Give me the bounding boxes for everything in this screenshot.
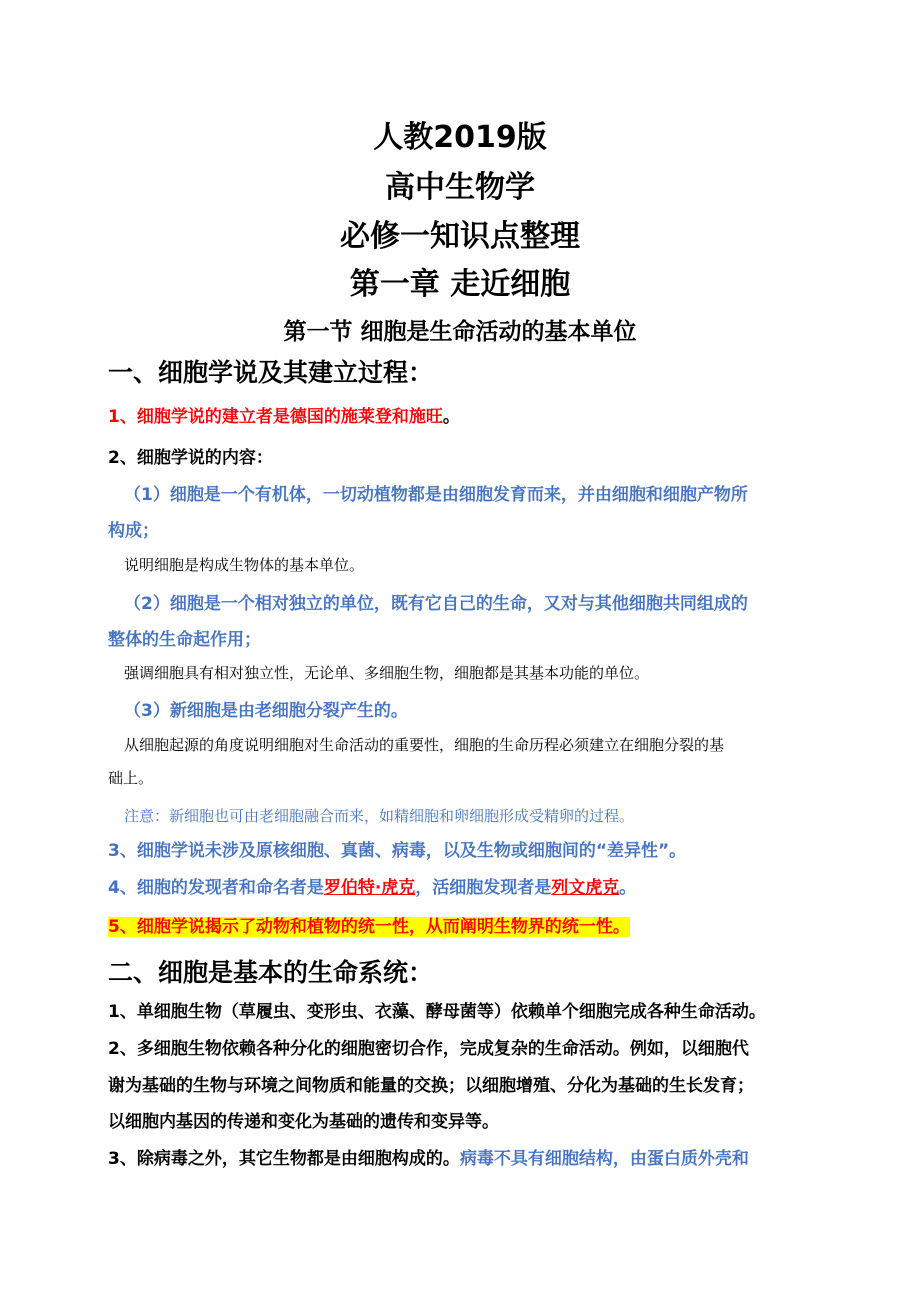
- part1-heading: 一、细胞学说及其建立过程：: [108, 358, 434, 387]
- part1-item3: 3、细胞学说未涉及原核细胞、真菌、病毒，以及生物或细胞间的“差异性”。: [108, 841, 687, 861]
- item4-part-c: ，活细胞发现者是: [415, 878, 552, 898]
- content1-note: 说明细胞是构成生物体的基本单位。: [124, 556, 365, 574]
- part2-item2-line2: 谢为基础的生物与环境之间物质和能量的交换；以细胞增殖、分化为基础的生长发育；: [108, 1076, 754, 1096]
- part2-item2-line3: 以细胞内基因的传递和变化为基础的遗传和变异等。: [108, 1112, 499, 1132]
- part2-item1: 1、单细胞生物（草履虫、变形虫、衣藻、酵母菌等）依赖单个细胞完成各种生命活动。: [108, 1002, 766, 1022]
- title-line3: 必修一知识点整理: [340, 219, 580, 254]
- title-line1: 人教2019版: [373, 120, 547, 155]
- title-line2: 高中生物学: [385, 170, 535, 205]
- part2-item2-line1: 2、多细胞生物依赖各种分化的细胞密切合作，完成复杂的生命活动。例如，以细胞代: [108, 1039, 749, 1059]
- content2-note: 强调细胞具有相对独立性，无论单、多细胞生物，细胞都是其基本功能的单位。: [124, 664, 650, 682]
- part2-item3: [108, 1144, 749, 1169]
- item3-text: 3、除病毒之外，其它生物都是由细胞构成的。: [108, 1149, 460, 1169]
- part1-item5: [108, 912, 630, 937]
- item4-part-e: 。: [619, 878, 637, 898]
- content2-line2: 整体的生命起作用；: [108, 630, 261, 650]
- content1-line1: （1）细胞是一个有机体，一切动植物都是由细胞发育而来，并由细胞和细胞产物所: [124, 485, 748, 505]
- content3-line1: （3）新细胞是由老细胞分裂产生的。: [124, 701, 408, 721]
- content2-line1: （2）细胞是一个相对独立的单位，既有它自己的生命，又对与其他细胞共同组成的: [124, 594, 748, 614]
- content3-note-line1: 从细胞起源的角度说明细胞对生命活动的重要性，细胞的生命历程必须建立在细胞分裂的基: [124, 736, 725, 754]
- part1-item4: [108, 873, 636, 898]
- content1-line2: 构成；: [108, 521, 159, 541]
- content3-note-line2: 础上。: [108, 769, 154, 787]
- item3-virus-text: 病毒不具有细胞结构，由蛋白质外壳和: [459, 1149, 749, 1169]
- part1-item2: 2、细胞学说的内容：: [108, 448, 273, 468]
- part1-item1-text: 1、细胞学说的建立者是德国的施莱登和施旺: [108, 407, 443, 427]
- chapter-title: 第一章 走近细胞: [349, 267, 571, 302]
- item4-part-a: 4、细胞的发现者和命名者是: [108, 878, 324, 898]
- section-title: 第一节 细胞是生命活动的基本单位: [283, 319, 637, 345]
- part1-item1: [108, 402, 460, 427]
- part1-item1-end: 。: [442, 407, 460, 427]
- item4-discoverer: 罗伯特·虎克: [323, 878, 416, 898]
- attention-note: 注意：新细胞也可由老细胞融合而来，如精细胞和卵细胞形成受精卵的过程。: [124, 807, 635, 825]
- part2-heading: 二、细胞是基本的生命系统：: [108, 958, 434, 987]
- item4-living-cell-discoverer: 列文虎克: [551, 878, 620, 898]
- item5-highlighted-text: 5、细胞学说揭示了动物和植物的统一性，从而阐明生物界的统一性。: [108, 917, 630, 937]
